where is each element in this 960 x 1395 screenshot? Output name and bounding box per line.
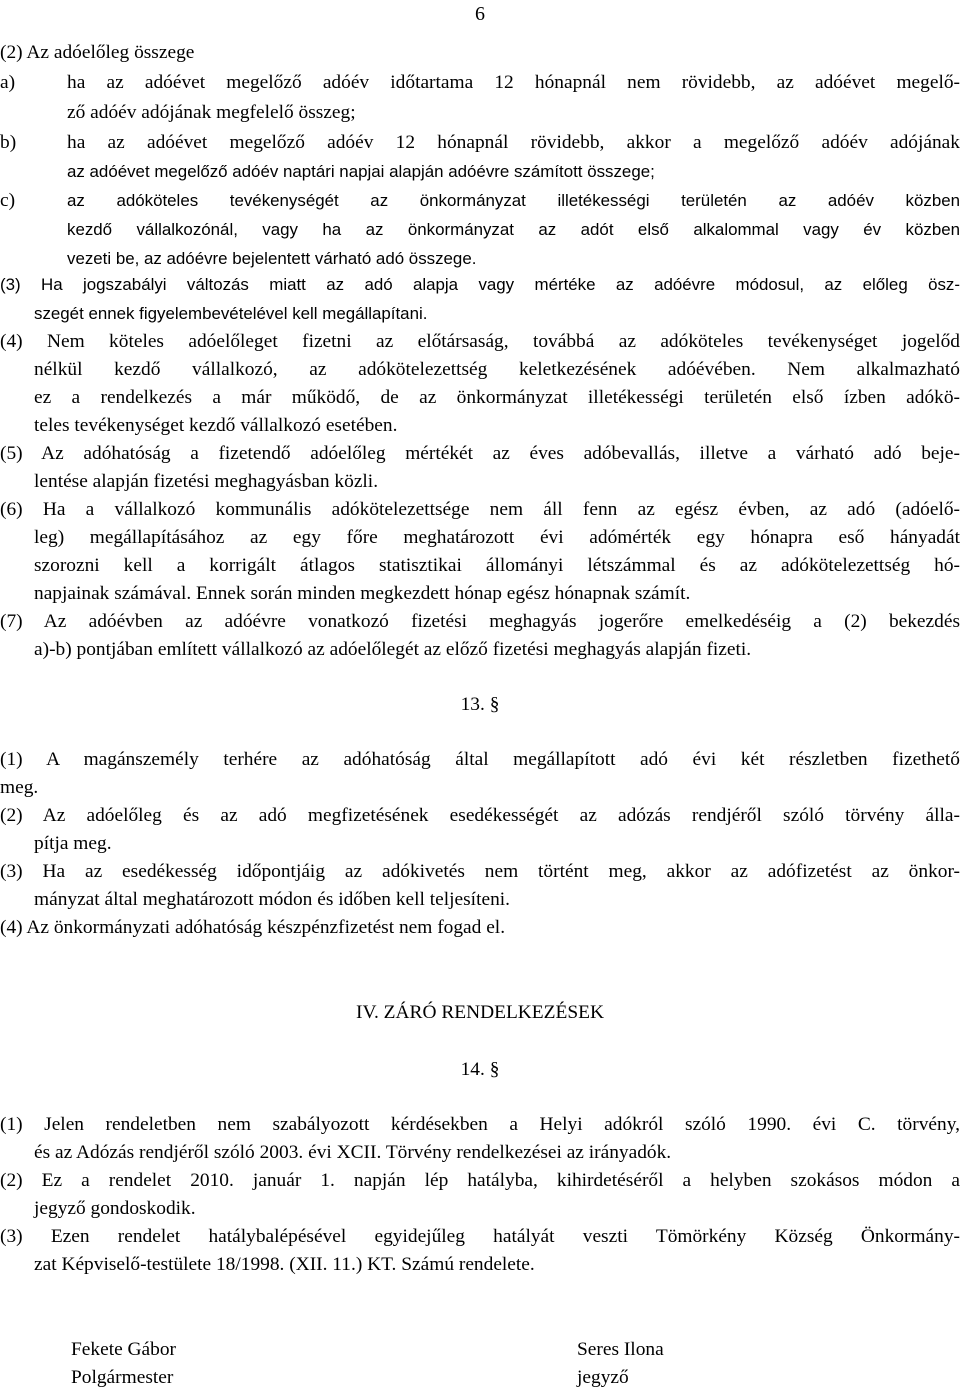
- list-marker: b): [0, 132, 17, 153]
- text-line: (3) Ezen rendelet hatálybalépésével egyidejűleg hatályát veszti Tömörkény Község Önkormány-: [0, 1226, 960, 1247]
- text-line: és az Adózás rendjéről szóló 2003. évi XCII. Törvény rendelkezései az irányadók.: [34, 1142, 672, 1163]
- text-line: zat Képviselő-testülete 18/1998. (XII. 11.) KT. Számú rendelete.: [34, 1254, 535, 1275]
- text-line: kezdő vállalkozónál, vagy ha az önkormányzat az adót első alkalommal vagy év közben: [67, 220, 960, 239]
- text-line: lentése alapján fizetési meghagyásban közli.: [34, 471, 379, 492]
- text-line: ha az adóévet megelőző adóév 12 hónapnál rövidebb, akkor a megelőző adóév adójának: [67, 132, 960, 153]
- signatory-name-right: Seres Ilona: [577, 1339, 664, 1360]
- list-marker: c): [0, 190, 16, 211]
- text-line: teles tevékenységet kezdő vállalkozó esetében.: [34, 415, 398, 436]
- section-heading: 13. §: [460, 694, 500, 715]
- text-line: meg.: [0, 777, 39, 798]
- text-line: vezeti be, az adóévre bejelentett várható adó összege.: [67, 249, 477, 268]
- text-line: (7) Az adóévben az adóévre vonatkozó fizetési meghagyás jogerőre emelkedéséig a (2) bekezdés: [0, 611, 960, 632]
- signatory-name-left: Fekete Gábor: [71, 1339, 176, 1360]
- chapter-heading: IV. ZÁRÓ RENDELKEZÉSEK: [356, 1002, 604, 1023]
- list-item-b: [0, 128, 960, 158]
- text-line: (3) Ha jogszabályi változás miatt az adó alapja vagy mértéke az adóévre módosul, az előleg ösz-: [0, 275, 960, 294]
- page-number: 6: [475, 3, 485, 25]
- text-line: (1) A magánszemély terhére az adóhatóság által megállapított adó évi két részletben fizethető: [0, 749, 960, 770]
- text-line: jegyző gondoskodik.: [34, 1198, 196, 1219]
- list-item-a: [0, 68, 960, 98]
- text-line: ha az adóévet megelőző adóév időtartama 12 hónapnál nem rövidebb, az adóévet megelő-: [67, 72, 960, 93]
- text-line: (4) Nem köteles adóelőleget fizetni az előtársaság, továbbá az adóköteles tevékenységet jogelőd: [0, 331, 960, 352]
- text-line: (4) Az önkormányzati adóhatóság készpénzfizetést nem fogad el.: [0, 917, 506, 938]
- text-line: ző adóév adójának megfelelő összeg;: [67, 102, 356, 123]
- text-line: napjainak számával. Ennek során minden megkezdett hónap egész hónapnak számít.: [34, 583, 691, 604]
- signatory-title-right: jegyző: [577, 1367, 629, 1388]
- text-line: (3) Ha az esedékesség időpontjáig az adókivetés nem történt meg, akkor az adófizetést az önkor-: [0, 861, 960, 882]
- text-line: ez a rendelkezés a már működő, de az önkormányzat illetékességi területén első ízben adókö-: [34, 387, 960, 408]
- text-line: (2) Az adóelőleg és az adó megfizetésének esedékességét az adózás rendjéről szóló törvény álla-: [0, 805, 960, 826]
- text-line: (6) Ha a vállalkozó kommunális adókötelezettsége nem áll fenn az egész évben, az adó (adóelő-: [0, 499, 960, 520]
- section-heading: 14. §: [460, 1059, 500, 1080]
- text-line: pítja meg.: [34, 833, 112, 854]
- list-item-c: [0, 186, 960, 216]
- text-line: szorozni kell a korrigált átlagos statisztikai állományi létszámmal és az adókötelezettség hó-: [34, 555, 960, 576]
- signatory-title-left: Polgármester: [71, 1367, 174, 1388]
- text-line: szegét ennek figyelembevételével kell megállapítani.: [34, 304, 428, 323]
- text-line: a)-b) pontjában említett vállalkozó az adóelőlegét az előző fizetési meghagyás alapján fizeti.: [34, 639, 752, 660]
- text-line: az adóköteles tevékenységét az önkormányzat illetékességi területén az adóév közben: [67, 191, 960, 210]
- text-line: (5) Az adóhatóság a fizetendő adóelőleg mértékét az éves adóbevallás, illetve a várható adó beje-: [0, 443, 960, 464]
- text-line: (1) Jelen rendeletben nem szabályozott kérdésekben a Helyi adókról szóló 1990. évi C. törvény,: [0, 1114, 960, 1135]
- text-line: (2) Ez a rendelet 2010. január 1. napján lép hatályba, kihirdetéséről a helyben szokásos módon a: [0, 1170, 960, 1191]
- text-line: leg) megállapításához az egy főre meghatározott évi adómérték egy hónapra eső hányadát: [34, 527, 960, 548]
- text-line: az adóévet megelőző adóév naptári napjai alapján adóévre számított összege;: [67, 162, 655, 181]
- text-line: (2) Az adóelőleg összege: [0, 42, 195, 63]
- text-line: mányzat által meghatározott módon és időben kell teljesíteni.: [34, 889, 510, 910]
- list-marker: a): [0, 72, 16, 93]
- text-line: nélkül kezdő vállalkozó, az adókötelezettség keletkezésének adóévében. Nem alkalmazható: [34, 359, 960, 380]
